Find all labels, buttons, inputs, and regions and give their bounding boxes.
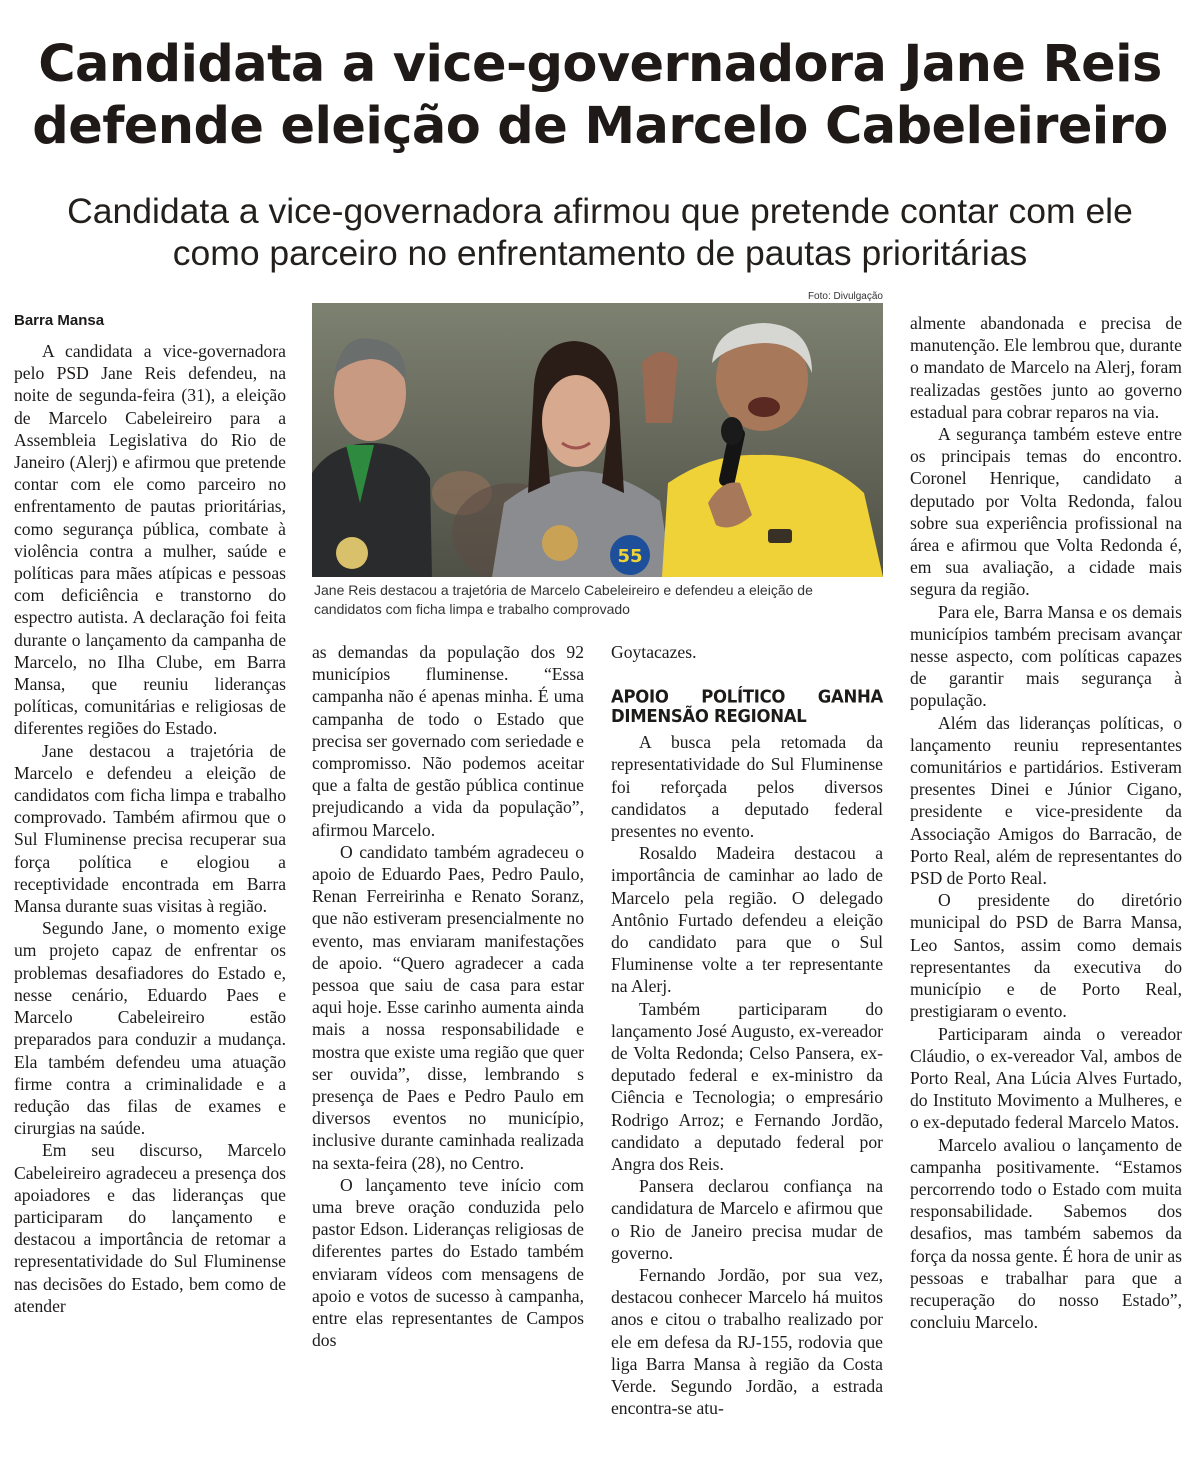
paragraph: A candidata a vice-governadora pelo PSD Jane Reis defendeu, na noite de segunda-feira (31), a eleição de Marcelo Cabeleireiro para a Assembleia Legislativa do Rio de Janeiro (Alerj) e afirmou que pretende contar com ele como parceiro no enfrentamento de pautas prioritárias, como segurança pública, combate à violência contra a mulher, saúde e políticas para mães atípicas e pessoas com deficiência e transtorno do espectro autista. A declaração foi feita durante o lançamento da campanha de Marcelo, no Ilha Clube, em Barra Mansa, que reuniu lideranças políticas, comunitárias e religiosas de diferentes regiões do Estado. [14,341,286,739]
subheadline: Candidata a vice-governadora afirmou que pretende contar com ele como parceiro no enfrentamento de pautas prioritárias [67,191,1133,273]
paragraph: Goytacazes. [611,642,697,662]
paragraph: almente abandonada e precisa de manutenção. Ele lembrou que, durante o mandato de Marcelo na Alerj, foram realizadas gestões junto ao governo estadual para cobrar reparos na via. [910,313,1182,422]
paragraph: Para ele, Barra Mansa e os demais municípios também precisam avançar nesse aspecto, com políticas capazes de garantir mais segurança à população. [910,601,1182,711]
paragraph: Participaram ainda o vereador Cláudio, o ex-vereador Val, ambos de Porto Real, Ana Lúcia Alves Furtado, do Instituto Movimento a Mulheres, e o ex-deputado federal Marcelo Matos. [910,1023,1182,1133]
photo-caption: Jane Reis destacou a trajetória de Marcelo Cabeleireiro e defendeu a eleição de candidatos com ficha limpa e trabalho comprovado [314,582,813,617]
paragraph: Pansera declarou confiança na candidatura de Marcelo e afirmou que o Rio de Janeiro precisa mudar de governo. [611,1176,883,1263]
paragraph: O candidato também agradeceu o apoio de Eduardo Paes, Pedro Paulo, Renan Ferreirinha e Renato Soranz, que não estiveram presencialmente no evento, mas enviaram manifestações de apoio. “Quero agradecer a cada pessoa que saiu de casa para estar aqui hoje. Esse carinho aumenta ainda mais a nossa responsabilidade e mostra que existe uma região que quer ser ouvida”, disse, lembrando s presença de Paes e Pedro Paulo em diversos eventos no município, inclusive durante caminhada realizada na sexta-feira (28), no Centro. [312,841,584,1173]
section-heading: APOIO POLÍTICO GANHA DIMENSÃO REGIONAL [611,686,883,727]
paragraph: Segundo Jane, o momento exige um projeto capaz de enfrentar os problemas desafiadores do Estado e, nesse cenário, Eduardo Paes e Marcelo Cabeleireiro estão preparados para conduzir a mudança. Ela também defendeu uma atuação firme contra a criminalidade e a redução das filas de exames e cirurgias na saúde. [14,918,286,1139]
article-column-2 [312,641,584,1352]
paragraph: Fernando Jordão, por sua vez, destacou conhecer Marcelo há muitos anos e citou o trabalho realizado por ele em defesa da RJ-155, rodovia que liga Barra Mansa à região da Costa Verde. Segundo Jordão, a estrada encontra-se atu- [611,1265,883,1419]
article-column-3 [611,641,883,1420]
paragraph: Jane destacou a trajetória de Marcelo e defendeu a eleição de candidatos com ficha limpa e trabalho comprovado. Também afirmou que o Sul Fluminense precisa recuperar sua força política e elogiou a receptividade encontrada em Barra Mansa durante suas visitas à região. [14,740,286,917]
paragraph: Rosaldo Madeira destacou a importância de caminhar ao lado de Marcelo pela região. O delegado Antônio Furtado defendeu a eleição do candidato para que o Sul Fluminense volte a ter representante na Alerj. [611,843,883,997]
photo-credit: Foto: Divulgação [807,291,883,302]
event-photo-illustration [312,303,883,577]
paragraph: A busca pela retomada da representatividade do Sul Fluminense foi reforçada pelos diversos candidatos a deputado federal presentes no evento. [611,732,883,842]
paragraph: Em seu discurso, Marcelo Cabeleireiro agradeceu a presença dos apoiadores e das lideranças que participaram do lançamento e destacou a importância de retomar a representatividade do Sul Fluminense nas decisões do Estado, bem como de atender [14,1140,286,1316]
event-photo [312,303,883,577]
paragraph: A segurança também esteve entre os principais temas do encontro. Coronel Henrique, candidato a deputado por Volta Redonda, falou sobre sua experiência profissional na área e afirmou que Volta Redonda é, em sua avaliação, a cidade mais segura da região. [910,424,1182,600]
paragraph: O lançamento teve início com uma breve oração conduzida pelo pastor Edson. Lideranças religiosas de diferentes partes do Estado também enviaram vídeos com mensagens de apoio e votos de sucesso à campanha, entre elas representantes de Campos dos [312,1174,584,1351]
article-column-1 [14,340,286,1317]
paragraph: Também participaram do lançamento José Augusto, ex-vereador de Volta Redonda; Celso Pansera, ex-deputado federal e ex-ministro da Ciência e Tecnologia; o empresário Rodrigo Arroz; e Fernando Jordão, candidato a deputado federal por Angra dos Reis. [611,998,883,1175]
paragraph: Marcelo avaliou o lançamento de campanha positivamente. “Estamos percorrendo todo o Estado com muita responsabilidade. Sabemos dos desafios, mas também sabemos da força da nossa gente. É hora de unir as pessoas e trabalhar para que a recuperação do nosso Estado”, concluiu Marcelo. [910,1134,1182,1333]
paragraph: as demandas da população dos 92 municípios fluminense. “Essa campanha não é apenas minha. É uma campanha de todo o Estado que precisa ser governado com seriedade e compromisso. Não podemos aceitar que a falta de gestão pública continue prejudicando a vida da população”, afirmou Marcelo. [312,642,584,840]
article-column-4 [910,312,1182,1333]
paragraph: O presidente do diretório municipal do PSD de Barra Mansa, Leo Santos, assim como demais representantes da executiva do município e de Porto Real, prestigiaram o evento. [910,890,1182,1022]
headline: Candidata a vice-governadora Jane Reis defende eleição de Marcelo Cabeleireiro [32,35,1168,156]
campaign-badge-number: 55 [617,546,643,567]
paragraph: Além das lideranças políticas, o lançamento reuniu representantes comunitários e partidários. Estiveram presentes Dinei e Júnior Cigano, presidente e vice-presidente da Associação Amigos do Barracão, de Porto Real, além de representantes do PSD de Porto Real. [910,712,1182,889]
dateline: Barra Mansa [14,312,105,329]
